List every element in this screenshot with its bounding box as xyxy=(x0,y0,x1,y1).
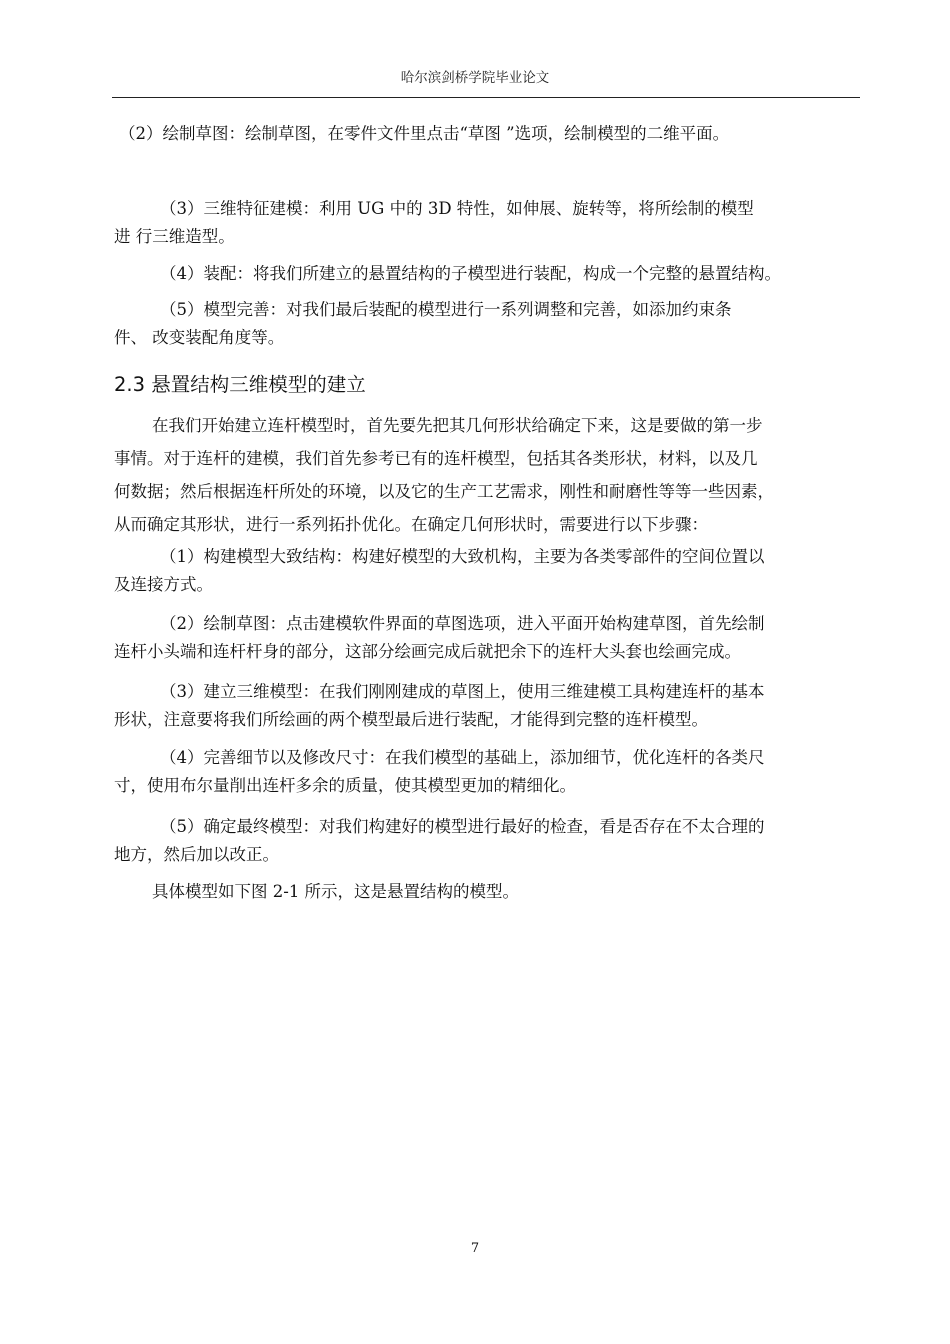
step-line: （5）模型完善：对我们最后装配的模型进行一系列调整和完善，如添加约束条 xyxy=(160,300,732,319)
step-line: 及连接方式。 xyxy=(114,575,213,594)
intro-line: 事情。对于连杆的建模，我们首先参考已有的连杆模型，包括其各类形状，材料，以及几 xyxy=(114,449,758,468)
step-line: 进 行三维造型。 xyxy=(114,227,235,246)
header-divider xyxy=(112,97,860,98)
closing-line: 具体模型如下图 2-1 所示，这是悬置结构的模型。 xyxy=(152,882,520,901)
step-line: 件、 改变装配角度等。 xyxy=(114,328,285,347)
step-line: 形状，注意要将我们所绘画的两个模型最后进行装配，才能得到完整的连杆模型。 xyxy=(114,710,708,729)
step-line: （2）绘制草图：点击建模软件界面的草图选项，进入平面开始构建草图，首先绘制 xyxy=(160,614,765,633)
step-line: 连杆小头端和连杆杆身的部分，这部分绘画完成后就把余下的连杆大头套也绘画完成。 xyxy=(114,642,741,661)
step-line: （1）构建模型大致结构：构建好模型的大致机构，主要为各类零部件的空间位置以 xyxy=(160,547,765,566)
step-line: 寸，使用布尔量削出连杆多余的质量，使其模型更加的精细化。 xyxy=(114,776,576,795)
step-line: 地方，然后加以改正。 xyxy=(114,845,279,864)
page-header-title: 哈尔滨剑桥学院毕业论文 xyxy=(400,70,550,86)
page-number: 7 xyxy=(470,1241,480,1256)
intro-line: 何数据；然后根据连杆所处的环境，以及它的生产工艺需求，刚性和耐磨性等等一些因素， xyxy=(114,482,774,501)
step-line: （4）完善细节以及修改尺寸：在我们模型的基础上，添加细节，优化连杆的各类尺 xyxy=(160,748,765,767)
step-line: （4）装配：将我们所建立的悬置结构的子模型进行装配，构成一个完整的悬置结构。 xyxy=(160,264,781,283)
step-line: （2）绘制草图：绘制草图，在零件文件里点击“草图 ”选项，绘制模型的二维平面。 xyxy=(119,124,730,143)
step-line: （3）三维特征建模：利用 UG 中的 3D 特性，如伸展、旋转等，将所绘制的模型 xyxy=(160,199,754,218)
step-line: （3）建立三维模型：在我们刚刚建成的草图上，使用三维建模工具构建连杆的基本 xyxy=(160,682,765,701)
section-heading: 2.3 悬置结构三维模型的建立 xyxy=(114,373,366,396)
intro-line: 从而确定其形状，进行一系列拓扑优化。在确定几何形状时，需要进行以下步骤： xyxy=(114,515,708,534)
step-line: （5）确定最终模型：对我们构建好的模型进行最好的检查，看是否存在不太合理的 xyxy=(160,817,765,836)
intro-line: 在我们开始建立连杆模型时，首先要先把其几何形状给确定下来，这是要做的第一步 xyxy=(152,416,763,435)
